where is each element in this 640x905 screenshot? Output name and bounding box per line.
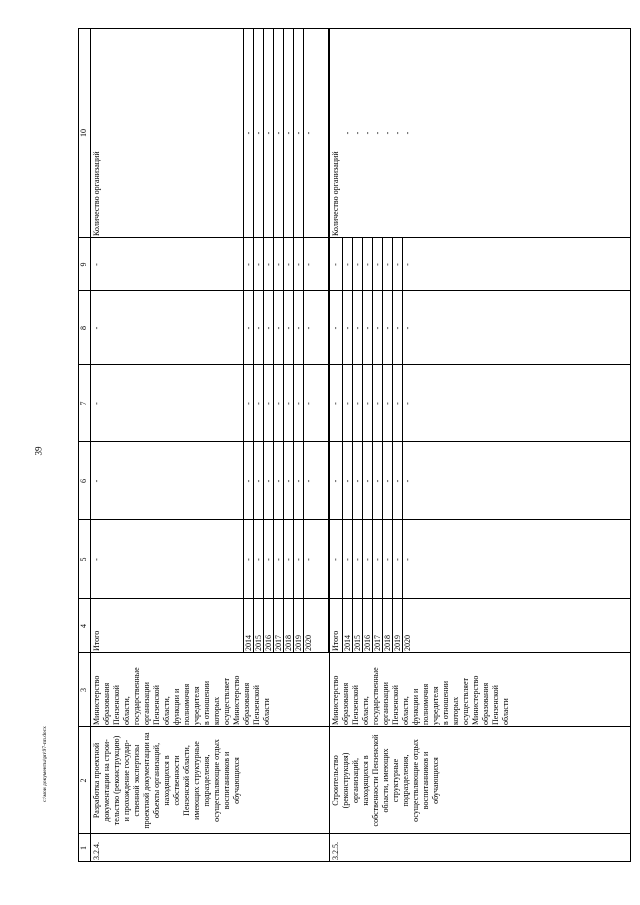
value-cell: - bbox=[403, 479, 412, 483]
value-cell: - bbox=[274, 263, 283, 266]
value-cell: - bbox=[403, 558, 412, 561]
value-cell: - bbox=[353, 263, 362, 266]
value-cell: - bbox=[363, 558, 372, 561]
executor-line: учредителя bbox=[192, 686, 201, 725]
description-line: объекты организаций, bbox=[152, 742, 161, 819]
executor-line: Пензенской bbox=[491, 685, 500, 725]
executor-line: области bbox=[501, 698, 510, 725]
description-line: находящихся в bbox=[162, 755, 171, 806]
executor-line: функции и bbox=[411, 688, 420, 725]
value-cell: - bbox=[244, 326, 253, 330]
period-label: 2014 bbox=[244, 635, 253, 651]
indicator-value: - bbox=[254, 131, 263, 135]
value-cell: - bbox=[244, 558, 253, 561]
value-cell: - bbox=[284, 558, 293, 561]
indicator-value: - bbox=[274, 131, 283, 135]
description-line: Разработка проектной bbox=[92, 742, 101, 819]
value-cell: - bbox=[383, 326, 392, 330]
description-line: находящихся в bbox=[361, 755, 370, 806]
executor-line: организации bbox=[381, 682, 390, 725]
value-cell: - bbox=[264, 326, 273, 330]
value-cell: - bbox=[383, 402, 392, 405]
value-cell: - bbox=[363, 263, 372, 266]
value-cell: - bbox=[383, 558, 392, 561]
value-cell: - bbox=[304, 558, 313, 561]
executor-line: Пензенской bbox=[252, 685, 261, 725]
value-cell: - bbox=[254, 263, 263, 266]
value-cell: - bbox=[383, 479, 392, 483]
description-line: собственности bbox=[172, 755, 181, 806]
value-cell: - bbox=[294, 263, 303, 266]
row-number: 3.2.5. bbox=[331, 842, 340, 860]
executor-line: образования bbox=[481, 682, 490, 725]
indicator-value: - bbox=[383, 131, 392, 135]
column-header-7: 7 bbox=[79, 401, 88, 406]
value-cell: - bbox=[304, 402, 313, 405]
executor-line: которых bbox=[451, 696, 460, 725]
value-cell: - bbox=[274, 558, 283, 561]
executor-line: полномочия bbox=[182, 683, 191, 725]
description-line: проектной документации на bbox=[142, 732, 151, 829]
description-line: и прохождение государ- bbox=[122, 739, 131, 822]
data-table bbox=[78, 28, 631, 862]
description-line: обучающихся bbox=[232, 757, 241, 804]
value-cell: - bbox=[264, 402, 273, 405]
description-line: подразделения, bbox=[401, 754, 410, 807]
description-line: ственной экспертизы bbox=[132, 744, 141, 817]
executor-line: области, bbox=[122, 696, 131, 725]
description-line: Пензенской области, bbox=[182, 745, 191, 816]
value-cell: - bbox=[244, 479, 253, 483]
value-cell: - bbox=[393, 402, 402, 405]
period-label: 2015 bbox=[254, 635, 263, 651]
executor-line: государственные bbox=[132, 667, 141, 725]
column-header-9: 9 bbox=[79, 262, 88, 267]
period-label: 2016 bbox=[363, 635, 372, 651]
value-cell: - bbox=[264, 479, 273, 483]
indicator-value: - bbox=[304, 131, 313, 135]
description-line: организаций, bbox=[351, 758, 360, 803]
value-cell: - bbox=[331, 263, 340, 266]
value-cell: - bbox=[264, 263, 273, 266]
executor-line: которых bbox=[212, 696, 221, 725]
period-label: 2017 bbox=[373, 635, 382, 651]
value-cell: - bbox=[294, 326, 303, 330]
value-cell: - bbox=[393, 326, 402, 330]
executor-line: области, bbox=[162, 696, 171, 725]
value-cell: - bbox=[284, 263, 293, 266]
value-cell: - bbox=[343, 558, 352, 561]
indicator-value: - bbox=[393, 131, 402, 135]
value-cell: - bbox=[353, 326, 362, 330]
rotated-page bbox=[78, 28, 631, 862]
value-cell: - bbox=[343, 263, 352, 266]
indicator-value: - bbox=[294, 131, 303, 135]
column-header-8: 8 bbox=[79, 326, 88, 330]
value-cell: - bbox=[254, 558, 263, 561]
period-label: Итого bbox=[92, 630, 101, 651]
indicator-label: Количество организаций bbox=[92, 151, 101, 236]
value-cell: - bbox=[393, 558, 402, 561]
value-cell: - bbox=[373, 263, 382, 266]
header-rule bbox=[90, 28, 91, 862]
description-line: воспитанников и bbox=[421, 751, 430, 810]
value-cell: - bbox=[363, 326, 372, 330]
executor-line: организации bbox=[142, 682, 151, 725]
value-cell: - bbox=[353, 479, 362, 483]
description-line: имеющих структурные bbox=[192, 741, 201, 820]
description-line: структурные bbox=[391, 758, 400, 803]
value-cell: - bbox=[343, 479, 352, 483]
period-label: 2020 bbox=[403, 635, 412, 651]
value-cell: - bbox=[373, 326, 382, 330]
description-line: осуществляющие отдых bbox=[411, 739, 420, 822]
table-border-bottom bbox=[630, 28, 631, 862]
value-cell: - bbox=[254, 479, 263, 483]
executor-line: осуществляет bbox=[461, 678, 470, 725]
description-line: осуществляющие отдых bbox=[212, 739, 221, 822]
period-rule bbox=[328, 28, 329, 653]
value-cell: - bbox=[304, 326, 313, 330]
value-cell: - bbox=[92, 326, 101, 330]
value-cell: - bbox=[331, 402, 340, 405]
value-cell: - bbox=[363, 402, 372, 405]
value-cell: - bbox=[331, 479, 340, 483]
executor-line: Пензенской bbox=[351, 685, 360, 725]
value-cell: - bbox=[264, 558, 273, 561]
executor-line: области, bbox=[361, 696, 370, 725]
value-cell: - bbox=[383, 263, 392, 266]
executor-line: Пензенской bbox=[112, 685, 121, 725]
executor-line: государственные bbox=[371, 667, 380, 725]
row-rule bbox=[329, 28, 330, 862]
description-line: подразделения, bbox=[202, 754, 211, 807]
value-cell: - bbox=[343, 326, 352, 330]
executor-line: Министерство bbox=[232, 675, 241, 725]
footer-file-path: c:\мои документы\рп\97-пп.docx bbox=[42, 726, 48, 802]
indicator-value: - bbox=[343, 131, 352, 135]
value-cell: - bbox=[294, 479, 303, 483]
executor-line: Пензенской bbox=[391, 685, 400, 725]
indicator-value: - bbox=[284, 131, 293, 135]
value-cell: - bbox=[403, 402, 412, 405]
value-cell: - bbox=[274, 326, 283, 330]
value-cell: - bbox=[373, 479, 382, 483]
indicator-label: Количество организаций bbox=[331, 151, 340, 236]
executor-line: осуществляет bbox=[222, 678, 231, 725]
value-cell: - bbox=[254, 326, 263, 330]
executor-line: функции и bbox=[172, 688, 181, 725]
indicator-value: - bbox=[353, 131, 362, 135]
column-header-5: 5 bbox=[79, 557, 88, 562]
value-cell: - bbox=[304, 479, 313, 483]
value-cell: - bbox=[274, 402, 283, 405]
executor-line: полномочия bbox=[421, 683, 430, 725]
executor-line: в отношении bbox=[202, 680, 211, 725]
executor-line: Министерство bbox=[471, 675, 480, 725]
value-cell: - bbox=[403, 326, 412, 330]
description-line: области, имеющих bbox=[381, 748, 390, 813]
description-line: тельство (реконструкцию) bbox=[112, 735, 121, 826]
executor-line: в отношении bbox=[441, 680, 450, 725]
indicator-value: - bbox=[363, 131, 372, 135]
period-label: 2018 bbox=[383, 635, 392, 651]
period-label: 2016 bbox=[264, 635, 273, 651]
executor-line: Министерство bbox=[92, 675, 101, 725]
period-label: 2019 bbox=[393, 635, 402, 651]
description-line: документации на строи- bbox=[102, 739, 111, 822]
value-cell: - bbox=[393, 479, 402, 483]
value-cell: - bbox=[343, 402, 352, 405]
value-cell: - bbox=[353, 558, 362, 561]
value-cell: - bbox=[92, 402, 101, 405]
column-header-4: 4 bbox=[79, 624, 88, 628]
value-cell: - bbox=[353, 402, 362, 405]
period-label: Итого bbox=[331, 630, 340, 651]
period-label: 2018 bbox=[284, 635, 293, 651]
description-line: собственности Пензенской bbox=[371, 734, 380, 827]
description-line: Строительство bbox=[331, 755, 340, 806]
period-label: 2020 bbox=[304, 635, 313, 651]
value-cell: - bbox=[92, 263, 101, 266]
value-cell: - bbox=[92, 558, 101, 561]
column-header-1: 1 bbox=[79, 846, 88, 850]
description-line: обучающихся bbox=[431, 757, 440, 804]
period-label: 2014 bbox=[343, 635, 352, 651]
executor-line: области, bbox=[401, 696, 410, 725]
executor-line: Пензенской bbox=[152, 685, 161, 725]
value-cell: - bbox=[284, 479, 293, 483]
value-cell: - bbox=[373, 558, 382, 561]
value-cell: - bbox=[331, 326, 340, 330]
row-number: 3.2.4. bbox=[92, 842, 101, 860]
value-cell: - bbox=[284, 326, 293, 330]
indicator-value: - bbox=[403, 131, 412, 135]
value-cell: - bbox=[294, 558, 303, 561]
value-cell: - bbox=[363, 479, 372, 483]
value-cell: - bbox=[304, 263, 313, 266]
description-line: воспитанников и bbox=[222, 751, 231, 810]
value-cell: - bbox=[403, 263, 412, 266]
column-header-3: 3 bbox=[79, 688, 88, 692]
value-cell: - bbox=[393, 263, 402, 266]
page-number: 39 bbox=[33, 446, 44, 456]
description-line: (реконструкция) bbox=[341, 752, 350, 809]
executor-line: образования bbox=[341, 682, 350, 725]
value-cell: - bbox=[294, 402, 303, 405]
column-header-10: 10 bbox=[79, 129, 88, 137]
executor-line: области bbox=[262, 698, 271, 725]
value-cell: - bbox=[274, 479, 283, 483]
value-cell: - bbox=[244, 402, 253, 405]
indicator-value: - bbox=[244, 131, 253, 135]
period-label: 2019 bbox=[294, 635, 303, 651]
indicator-value: - bbox=[264, 131, 273, 135]
column-header-6: 6 bbox=[79, 479, 88, 483]
value-cell: - bbox=[373, 402, 382, 405]
value-cell: - bbox=[331, 558, 340, 561]
period-label: 2015 bbox=[353, 635, 362, 651]
period-label: 2017 bbox=[274, 635, 283, 651]
executor-line: Министерство bbox=[331, 675, 340, 725]
executor-line: образования bbox=[102, 682, 111, 725]
value-cell: - bbox=[92, 479, 101, 483]
column-header-2: 2 bbox=[79, 778, 88, 783]
table-border-left bbox=[78, 861, 631, 862]
value-cell: - bbox=[244, 263, 253, 266]
value-cell: - bbox=[254, 402, 263, 405]
executor-line: образования bbox=[242, 682, 251, 725]
value-cell: - bbox=[284, 402, 293, 405]
executor-line: учредителя bbox=[431, 686, 440, 725]
indicator-value: - bbox=[373, 131, 382, 135]
